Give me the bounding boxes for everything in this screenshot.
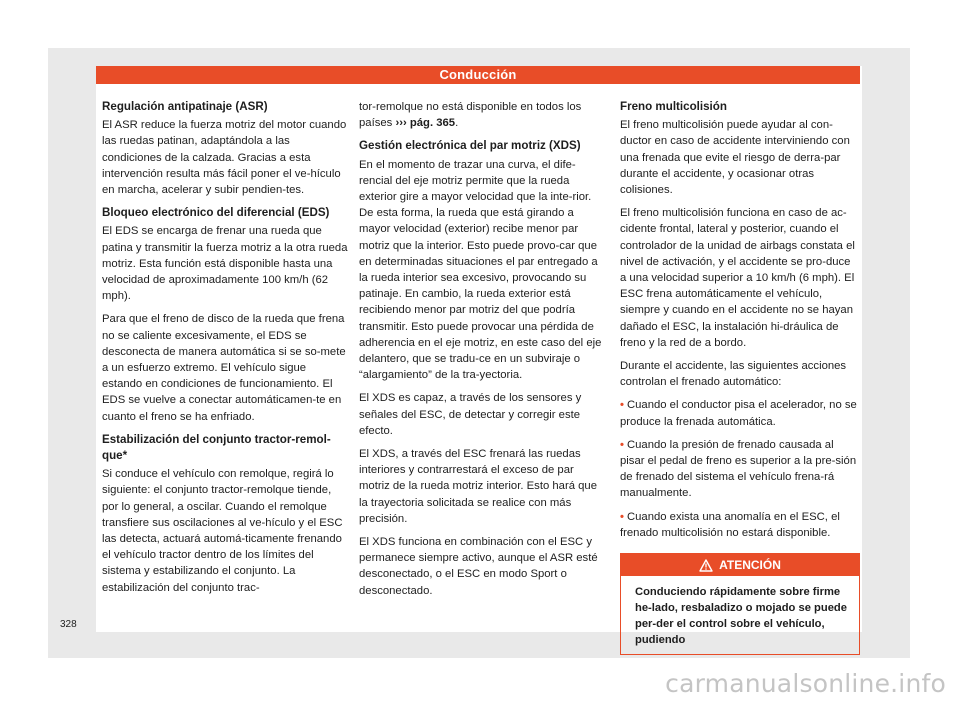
brake-paragraph-1: El freno multicolisión puede ayudar al con-ductor en caso de accidente interviniendo con una frenada que evite el riesgo de derra-par durante el accidente, y ocasionar otras colisiones. [620, 119, 850, 197]
warning-triangle-icon [699, 559, 713, 572]
warning-header [621, 554, 859, 576]
xds-paragraph-1: En el momento de trazar una curva, el dife-rencial del eje motriz permite que la rueda exterior gire a mayor velocidad que la inte-rior. De esta forma, la rueda que está girando a mayor velocidad (exterior) recibe menor par motriz que la interior. Esto puede provo-car que en determinadas situaciones el par entregado a la rueda interior sea excesivo, provocando su patinaje. En cambio, la rueda exterior está recibiendo menor par motriz del que podría transmitir. Esto puede provocar una pérdida de adherencia en el eje motriz, en este caso del eje delantero, que se tradu-ce en un subviraje o “alargamiento” de la tra-yectoria. [359, 158, 602, 382]
eds-paragraph-1: El EDS se encarga de frenar una rueda que patina y transmitir la fuerza motriz a la otra rueda motriz. Esta función está disponible hasta una velocidad de aproximadamente 100 km/h (62 mph). [102, 225, 348, 303]
eds-paragraph-2: Para que el freno de disco de la rueda que frena no se caliente excesivamente, el EDS se desconecta de manera automática si se so-mete a un esfuerzo extremo. El vehículo sigue estando en condiciones de funcionamiento. El EDS se vuelve a conectar automáticamen-te en cuanto el freno se ha enfriado. [102, 313, 346, 423]
list-item-text: Cuando el conductor pisa el acelerador, no se produce la frenada automática. [620, 399, 857, 428]
asr-paragraph: El ASR reduce la fuerza motriz del motor cuando las ruedas patinan, adaptándola a las condiciones de la calzada. Gracias a esta intervención resulta más fácil poner el ve-hículo en marcha, acelerar y subir pendien-tes. [102, 119, 347, 197]
trailer-paragraph-continued: tor-remolque no está disponible en todos los países ››› pág. 365. [359, 101, 582, 130]
xds-paragraph-3: El XDS, a través del ESC frenará las ruedas interiores y contrarrestará el exceso de par motriz de la rueda motriz interior. Esto hará que la trayectoria solicitada se realice con más precisión. [359, 448, 597, 525]
column-1 [102, 99, 348, 603]
warning-text: Conduciendo rápidamente sobre firme he-lado, resbaladizo o mojado se puede per-der el control sobre el vehículo, pudiendo [635, 586, 847, 647]
page-number: 328 [60, 619, 77, 630]
xds-paragraph-4: El XDS funciona en combinación con el ESC y permanece siempre activo, aunque el ASR esté desconectado, o el ESC en modo Sport o desconectado. [359, 536, 598, 597]
trailer-continued-text: tor-remolque no está disponible en todos los países [359, 101, 582, 130]
eds-heading: Bloqueo electrónico del diferencial (EDS) [102, 206, 330, 220]
asr-heading: Regulación antipatinaje (ASR) [102, 100, 268, 113]
xds-paragraph-2: El XDS es capaz, a través de los sensores y señales del ESC, de detectar y corregir este efecto. [359, 392, 582, 437]
xds-heading: Gestión electrónica del par motriz (XDS) [359, 139, 581, 153]
trailer-paragraph: Si conduce el vehículo con remolque, regirá lo siguiente: el conjunto tractor-remolque tiende, por lo general, a oscilar. Cuando el remolque transfiere sus oscilaciones al ve-hículo y el ESC las detecta, actuará automá-ticamente frenando el vehículo tractor dentro de los límites del sistema y estabilizando el conjunto. La estabilización del conjunto trac- [102, 468, 343, 594]
brake-paragraph-2: El freno multicolisión funciona en caso de ac-cidente frontal, lateral y posterior, cuando el controlador de la unidad de airbags constata el nivel de activación, y el accidente se pro-duce a una velocidad superior a 10 km/h (6 mph). El ESC frena automáticamente el vehículo, siempre y cuando en el accidente no se hayan dañado el ESC, la instalación hi-dráulica de freno y la red de a bordo. [620, 207, 855, 349]
list-item [620, 437, 858, 502]
brake-heading: Freno multicolisión [620, 100, 727, 113]
bullet-icon: • [620, 399, 624, 412]
bullet-icon: • [620, 438, 624, 451]
section-header: Conducción [96, 66, 860, 84]
brake-paragraph-3: Durante el accidente, las siguientes acciones controlan el frenado automático: [620, 360, 847, 389]
warning-title: ATENCIÓN [719, 558, 781, 573]
trailer-heading: Estabilización del conjunto tractor-remol-que* [102, 432, 331, 463]
list-item [620, 397, 858, 429]
warning-box [620, 553, 860, 655]
bullet-icon: • [620, 510, 624, 523]
column-2 [359, 99, 605, 606]
list-item-text: Cuando exista una anomalía en el ESC, el frenado multicolisión no estará disponible. [620, 510, 840, 539]
page-reference-link[interactable]: ››› pág. 365 [395, 117, 456, 130]
list-item-text: Cuando la presión de frenado causada al pisar el pedal de freno es superior a la pre-sión de frenado del sistema el vehículo frena-rá manualmente. [620, 438, 857, 500]
list-item [620, 509, 858, 541]
watermark: carmanualsonline.info [665, 669, 946, 698]
column-3 [620, 99, 858, 655]
